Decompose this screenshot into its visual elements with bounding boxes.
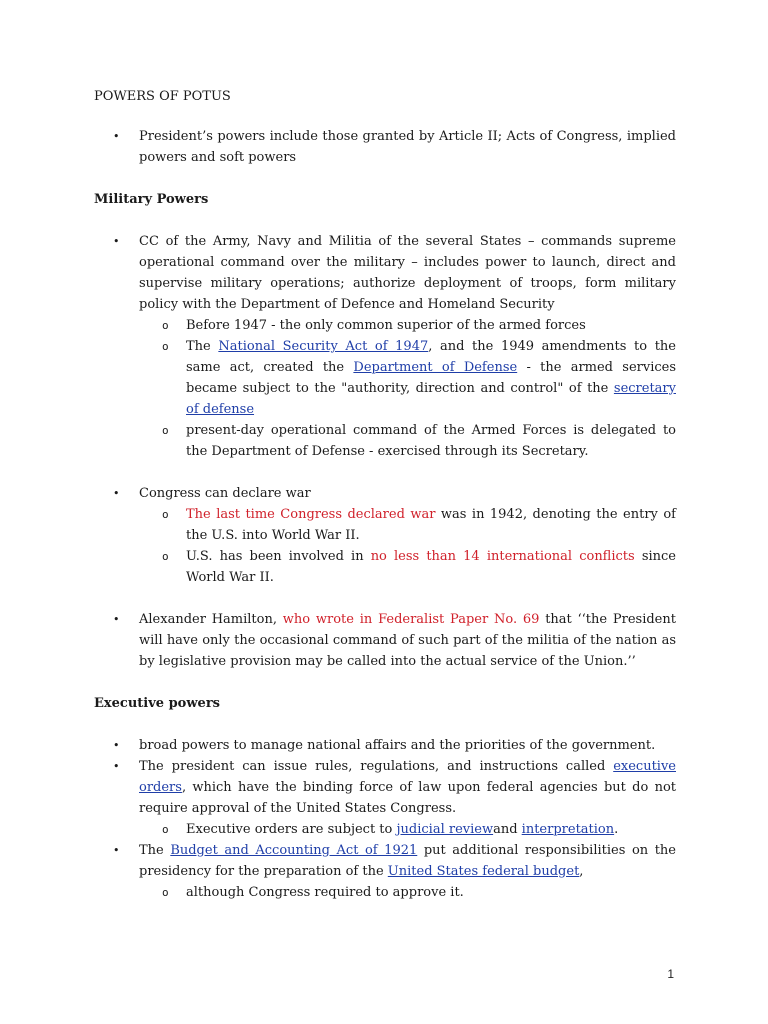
sub-list <box>139 819 676 840</box>
sub-bullet-icon: o <box>162 508 169 521</box>
list-item <box>94 735 676 756</box>
list-item-text: , which have the binding force of law upon federal agencies but do not require approval of the United States Congress. <box>139 780 676 816</box>
link-budget-and-accounting-act[interactable]: Budget and Accounting Act of 1921 <box>170 843 418 858</box>
sub-list-item <box>138 882 676 903</box>
sub-item-text: The <box>186 339 219 354</box>
military-cc-list <box>94 231 676 462</box>
list-item <box>94 231 676 462</box>
list-item <box>94 483 676 588</box>
list-item-text: broad powers to manage national affairs and the priorities of the government. <box>139 738 656 753</box>
sub-item-text: and <box>493 822 522 837</box>
highlighted-text: The last time Congress declared war <box>186 507 436 522</box>
section-heading-military: Military Powers <box>94 192 209 207</box>
sub-item-text: although Congress required to approve it. <box>186 885 464 900</box>
sub-list-item <box>138 315 676 336</box>
list-item-text: President’s powers include those granted by Article II; Acts of Congress, implied powers and soft powers <box>139 129 676 165</box>
sub-list-item <box>138 504 676 546</box>
list-item <box>94 609 676 672</box>
bullet-icon: • <box>113 130 120 143</box>
sub-item-text: - the armed services became subject to the "authority, direction and control" of the <box>186 360 676 396</box>
sub-list-item <box>138 546 676 588</box>
link-judicial-review[interactable]: judicial review <box>396 822 494 837</box>
list-item-text: CC of the Army, Navy and Militia of the several States – commands supreme operational command over the military – includes power to launch, direct and supervise military operations; authorize deployment of troops, form military policy with the Department of Defence and Homeland Security <box>139 234 676 312</box>
page-number: 1 <box>667 967 674 981</box>
sub-item-text: . <box>614 822 619 837</box>
link-federal-budget[interactable]: United States federal budget <box>387 864 580 879</box>
bullet-icon: • <box>113 487 120 500</box>
link-secretary-of-defense[interactable]: secretary of defense <box>186 381 676 417</box>
document-title: POWERS OF POTUS <box>94 89 231 104</box>
list-item-text: Alexander Hamilton, <box>139 612 283 627</box>
bullet-icon: • <box>113 613 120 626</box>
sub-item-text: present-day operational command of the Armed Forces is delegated to the Department of Defense - exercised through its Secretary. <box>186 423 676 459</box>
sub-bullet-icon: o <box>162 340 169 353</box>
document-page <box>94 86 676 903</box>
highlighted-text: who wrote in Federalist Paper No. 69 <box>282 612 540 627</box>
military-hamilton-list <box>94 609 676 672</box>
link-interpretation[interactable]: interpretation <box>521 822 615 837</box>
list-item <box>94 756 676 840</box>
sub-item-text: Before 1947 - the only common superior of the armed forces <box>186 318 586 333</box>
list-item-text: , <box>579 864 584 879</box>
sub-item-text: U.S. has been involved in <box>186 549 371 564</box>
list-item-text: that ‘‘the President will have only the occasional command of such part of the militia of the nation as by legislative provision may be called into the actual service of the Union.’’ <box>139 612 676 669</box>
sub-item-text: , and the 1949 amendments to the same act, created the <box>186 339 676 375</box>
intro-list <box>94 126 676 168</box>
list-item <box>94 126 676 168</box>
sub-bullet-icon: o <box>162 424 169 437</box>
sub-list <box>139 315 676 462</box>
list-item-text: Congress can declare war <box>139 486 311 501</box>
section-heading-executive: Executive powers <box>94 696 220 711</box>
bullet-icon: • <box>113 844 120 857</box>
bullet-icon: • <box>113 739 120 752</box>
sub-bullet-icon: o <box>162 823 169 836</box>
list-item-text: The <box>139 843 171 858</box>
sub-list-item <box>138 336 676 420</box>
bullet-icon: • <box>113 760 120 773</box>
highlighted-text: no less than 14 international conflicts <box>370 549 635 564</box>
sub-list <box>139 504 676 588</box>
list-item <box>94 840 676 903</box>
sub-bullet-icon: o <box>162 886 169 899</box>
link-executive-orders[interactable]: executive orders <box>139 759 676 795</box>
sub-item-text: Executive orders are subject to <box>186 822 397 837</box>
bullet-icon: • <box>113 235 120 248</box>
sub-list-item <box>138 420 676 462</box>
sub-list-item <box>138 819 676 840</box>
list-item-text: put additional responsibilities on the presidency for the preparation of the <box>139 843 676 879</box>
link-department-of-defense[interactable]: Department of Defense <box>353 360 518 375</box>
sub-bullet-icon: o <box>162 550 169 563</box>
link-national-security-act[interactable]: National Security Act of 1947 <box>218 339 429 354</box>
executive-list <box>94 735 676 903</box>
sub-item-text: was in 1942, denoting the entry of the U.S. into World War II. <box>186 507 676 543</box>
sub-item-text: since World War II. <box>186 549 676 585</box>
military-war-list <box>94 483 676 588</box>
sub-list <box>139 882 676 903</box>
list-item-text: The president can issue rules, regulations, and instructions called <box>139 759 614 774</box>
sub-bullet-icon: o <box>162 319 169 332</box>
